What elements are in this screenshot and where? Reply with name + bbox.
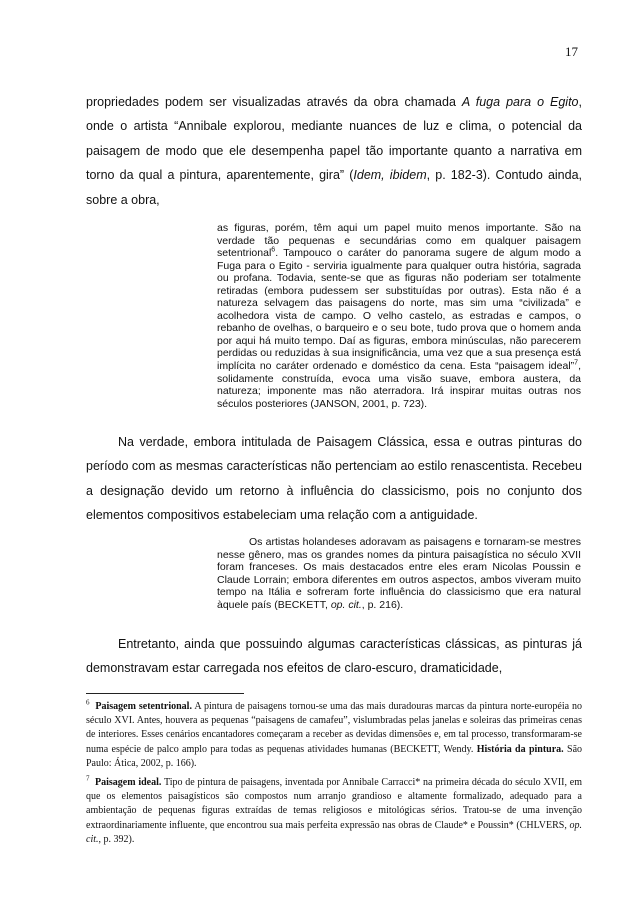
footnote-6 — [86, 700, 582, 771]
citation-reference: op. cit. — [86, 819, 582, 845]
paragraph-text: , p. 182-3). Contudo ainda, sobre a obra, — [86, 168, 583, 207]
body-paragraph-1 — [86, 90, 582, 212]
footnote-text: A pintura de paisagens tornou-se uma das mais duradouras marcas da pintura norte-européia no século XVI. Antes, houvera as pequenas “paisagens de camafeu”, vislumbradas pelas janelas e soleiras das primeiras cenas de interiores. Esses cenários encantadores começaram a receber as devidas dimensões e, em tal processo, transformaram-se numa espécie de palco amplo para todas as pequenas atividades humanas (BECKETT, Wendy. — [86, 701, 583, 755]
block-quote-1 — [217, 222, 581, 410]
quote-text: , solidamente construída, evoca uma visão suave, embora austera, da natureza; imponente mas não aterradora. Irá inspirar muitas outras nos séculos posteriores (JANSON, 2001, p. 723). — [217, 360, 581, 410]
footnote-text: , p. 392). — [98, 833, 135, 845]
footnote-marker: 7 — [574, 359, 579, 367]
quote-text: as figuras, porém, têm aqui um papel muito menos importante. São na verdade tão pequenas e secundárias como em qualquer paisagem setentrional — [217, 222, 581, 260]
paragraph-text: , onde o artista “Annibale explorou, mediante nuances de luz e clima, o potencial da paisagem de modo que ele desempenha papel tão importante quanto a narrativa em torno da qual a pintura, aparentemente, gira” ( — [86, 95, 582, 183]
footnote-text: Tipo de pintura de paisagens, inventada por Annibale Carracci* na primeira década do século XVII, em que os elementos paisagísticos são compostos num arranjo grandioso e altamente formalizado, adequado para a ambientação de pequenas figuras extraídas de temas religiosos e mitológicas sérios. Tratou-se de uma invenção extraordinariamente influente, que encontrou sua mais perfeita expressão nas obras de Claude* e Poussin* (CHLVERS, — [86, 777, 582, 831]
page-number: 17 — [565, 44, 578, 59]
footnote-number: 6 — [86, 698, 90, 707]
footnote-text: São Paulo: Ática, 2002, p. 166). — [86, 743, 583, 769]
body-paragraph-3: Entretanto, ainda que possuindo algumas características clássicas, as pinturas já demonstravam estar carregada nos efeitos de claro-escuro, dramaticidade, — [86, 637, 582, 676]
footnote-number: 7 — [86, 774, 90, 783]
citation-reference: Idem, ibidem — [353, 168, 427, 183]
footnote-term: Paisagem ideal. — [95, 777, 162, 788]
quote-text: . Tampouco o caráter do panorama sugere de algum modo a Fuga para o Egito - serviria igualmente para qualquer outra história, sagrada ou profana. Todavia, sente-se que as figuras não poderiam ser totalmente retiradas (embora pudessem ser substituídas por outras). Esta não é a natureza selvagem das paisagens do norte, mas sim uma “civilizada” e acolhedora vista de campo. O velho castelo, as estradas e campos, o rebanho de ovelhas, o barqueiro e o seu bote, tudo prova que o homem anda por aqui há muito tempo. Daí as figuras, embora minúsculas, não parecerem perdidas ou reduzidas à sua insignificância, uma vez que a sua presença está implícita no caráter ordenado e doméstico da cena. Esta “paisagem ideal” — [217, 247, 581, 373]
footnote-7 — [86, 776, 582, 847]
book-title: História da pintura. — [476, 743, 564, 755]
footnote-marker: 6 — [271, 246, 276, 254]
footnote-divider — [86, 693, 244, 694]
paragraph-text: propriedades podem ser visualizadas através da obra chamada — [86, 95, 462, 109]
body-paragraph-2: Na verdade, embora intitulada de Paisagem Clássica, essa e outras pinturas do período com as mesmas características não pertenciam ao estilo renascentista. Recebeu a designação devido um retorno à influência do classicismo, pois no conjunto dos elementos compositivos estabeleciam uma relação com a antiguidade. — [86, 435, 582, 523]
quote-text: Os artistas holandeses adoravam as paisagens e tornaram-se mestres nesse gênero, mas os grandes nomes da pintura paisagística no século XVII foram franceses. Os mais destacados entre eles eram Nicolas Poussin e Claude Lorrain; embora diferentes em outros aspectos, ambos viveram muito tempo na Itália e sofreram forte influência do classicismo que era natural àquele país (BECKETT, — [217, 536, 581, 611]
citation-reference: op. cit. — [330, 598, 362, 611]
block-quote-2 — [217, 536, 581, 611]
footnote-term: Paisagem setentrional. — [95, 701, 192, 712]
quote-text: , p. 216). — [361, 598, 404, 611]
artwork-title: A fuga para o Egito — [461, 95, 579, 109]
